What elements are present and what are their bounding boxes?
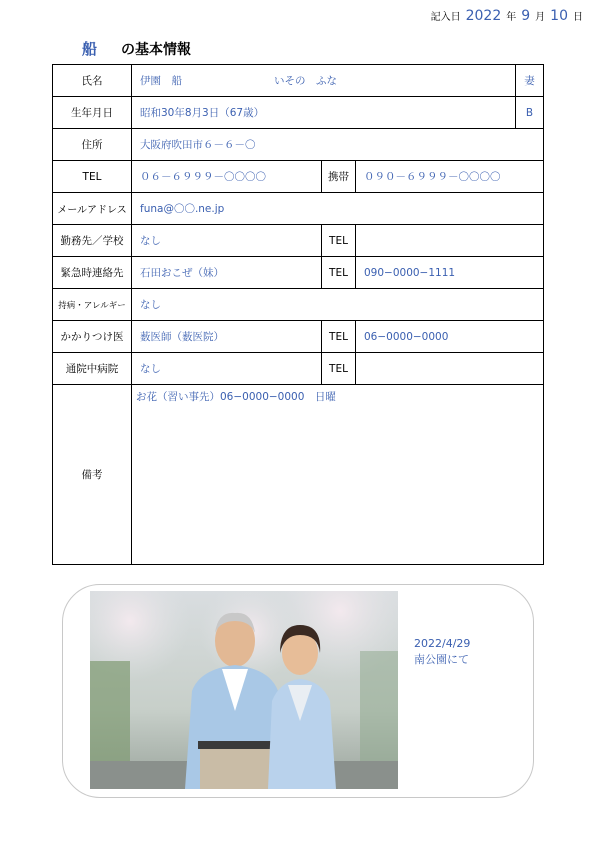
emergency-label: 緊急時連絡先: [53, 257, 132, 289]
name-kanji: 伊園 船: [140, 75, 182, 87]
entry-year: 2022: [465, 8, 502, 24]
title-suffix: の基本情報: [121, 42, 192, 58]
emergency-value[interactable]: 石田おこぜ（妹）: [132, 257, 322, 289]
row-name: [53, 65, 544, 97]
entry-day-unit: 日: [573, 12, 583, 23]
row-work: [53, 225, 544, 257]
row-address: [53, 129, 544, 161]
hospital-tel-value[interactable]: [356, 353, 544, 385]
row-mail: [53, 193, 544, 225]
row-doctor: [53, 321, 544, 353]
row-hospital: [53, 353, 544, 385]
entry-year-unit: 年: [506, 12, 517, 23]
emergency-tel-value[interactable]: 090−0000−1111: [356, 257, 544, 289]
allergy-value[interactable]: なし: [132, 289, 544, 321]
title-name: 船: [82, 40, 98, 58]
photo-caption: [414, 636, 470, 668]
mail-label: メールアドレス: [53, 193, 132, 225]
row-allergy: [53, 289, 544, 321]
tel-label: TEL: [53, 161, 132, 193]
mobile-label: 携帯: [322, 161, 356, 193]
work-tel-value[interactable]: [356, 225, 544, 257]
doctor-tel-label: TEL: [322, 321, 356, 353]
birth-label: 生年月日: [53, 97, 132, 129]
work-label: 勤務先／学校: [53, 225, 132, 257]
row-emergency: [53, 257, 544, 289]
row-birth: [53, 97, 544, 129]
caption-place: 南公園にて: [414, 653, 469, 666]
caption-date: 2022/4/29: [414, 637, 471, 650]
name-kana: いその ふな: [274, 75, 337, 87]
mail-value[interactable]: funa@〇〇.ne.jp: [132, 193, 544, 225]
relation-value[interactable]: 妻: [516, 65, 544, 97]
row-notes: [53, 385, 544, 565]
work-tel-label: TEL: [322, 225, 356, 257]
entry-date-label: 記入日: [430, 12, 461, 23]
hospital-tel-label: TEL: [322, 353, 356, 385]
row-tel: [53, 161, 544, 193]
doctor-value[interactable]: 薮医師（薮医院）: [132, 321, 322, 353]
doctor-tel-value[interactable]: 06−0000−0000: [356, 321, 544, 353]
couple-photo: [90, 591, 398, 789]
allergy-label: 持病・アレルギー: [53, 289, 132, 321]
tel-value[interactable]: ０６－６９９９－〇〇〇〇: [132, 161, 322, 193]
entry-month: 9: [521, 8, 531, 24]
name-value[interactable]: [132, 65, 516, 97]
work-value[interactable]: なし: [132, 225, 322, 257]
doctor-label: かかりつけ医: [53, 321, 132, 353]
birth-value[interactable]: 昭和30年8月3日（67歳）: [132, 97, 516, 129]
page-title: [82, 38, 191, 59]
entry-day: 10: [550, 8, 568, 24]
mobile-value[interactable]: ０９０－６９９９－〇〇〇〇: [356, 161, 544, 193]
name-label: 氏名: [53, 65, 132, 97]
notes-label: 備考: [53, 385, 132, 565]
address-value[interactable]: 大阪府吹田市６－６－〇: [132, 129, 544, 161]
hospital-value[interactable]: なし: [132, 353, 322, 385]
entry-month-unit: 月: [535, 12, 546, 23]
hospital-label: 通院中病院: [53, 353, 132, 385]
address-label: 住所: [53, 129, 132, 161]
notes-value[interactable]: お花（習い事先）06−0000−0000 日曜: [132, 385, 544, 565]
entry-date: [431, 8, 583, 24]
emergency-tel-label: TEL: [322, 257, 356, 289]
blood-value[interactable]: B: [516, 97, 544, 129]
info-table: [52, 64, 544, 565]
